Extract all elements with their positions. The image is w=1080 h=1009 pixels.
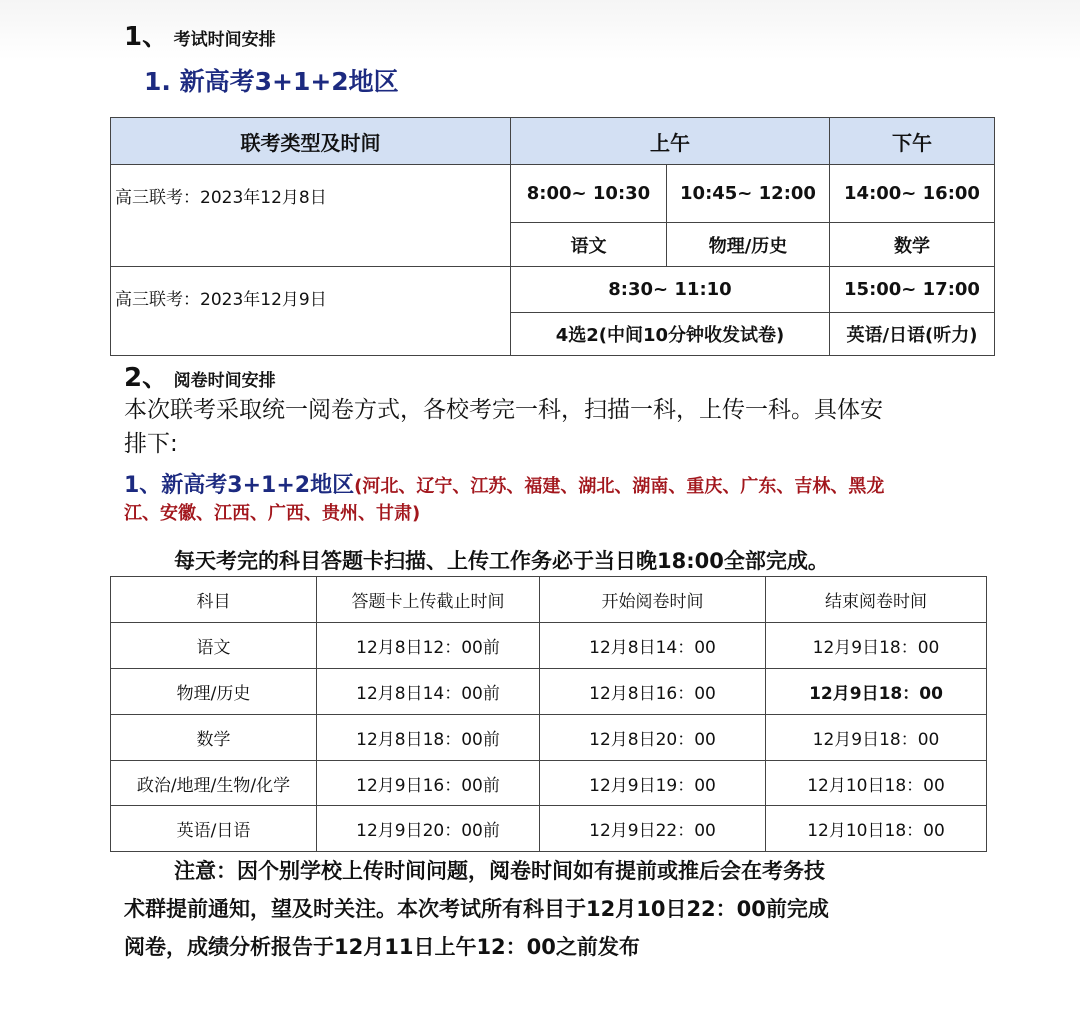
header-afternoon: 下午 bbox=[830, 118, 995, 165]
time-cell: 8:00~ 10:30 bbox=[511, 165, 667, 223]
grading-start-cell: 12月8日20：00 bbox=[540, 715, 766, 761]
region-subheading: 1. 新高考3+1+2地区 bbox=[144, 67, 399, 96]
region-line bbox=[124, 471, 1024, 502]
subject-cell: 数学 bbox=[111, 715, 317, 761]
grading-start-cell: 12月9日22：00 bbox=[540, 806, 766, 852]
header-morning: 上午 bbox=[511, 118, 830, 165]
section-1-number: 1、 bbox=[124, 22, 169, 52]
table-row bbox=[111, 623, 987, 669]
grading-end-cell: 12月9日18：00 bbox=[766, 669, 987, 715]
grading-end-cell: 12月10日18：00 bbox=[766, 806, 987, 852]
header-exam-type: 联考类型及时间 bbox=[111, 118, 511, 165]
col-header-upload-deadline: 答题卡上传截止时间 bbox=[317, 577, 540, 623]
grading-start-cell: 12月8日16：00 bbox=[540, 669, 766, 715]
exam-date-1: 高三联考：2023年12月8日 bbox=[111, 165, 511, 267]
subject-cell: 语文 bbox=[511, 223, 667, 267]
intro-line: 本次联考采取统一阅卷方式，各校考完一科，扫描一科，上传一科。具体安 bbox=[124, 397, 883, 423]
subject-cell: 英语/日语 bbox=[111, 806, 317, 852]
notice-line: 术群提前通知，望及时关注。本次考试所有科目于12月10日22：00前完成 bbox=[124, 897, 829, 921]
section-1-title: 考试时间安排 bbox=[173, 30, 276, 50]
grading-end-cell: 12月9日18：00 bbox=[766, 715, 987, 761]
col-header-grading-start: 开始阅卷时间 bbox=[540, 577, 766, 623]
time-cell: 14:00~ 16:00 bbox=[830, 165, 995, 223]
exam-schedule-table bbox=[110, 117, 995, 356]
upload-deadline-cell: 12月8日18：00前 bbox=[317, 715, 540, 761]
subject-cell: 英语/日语(听力) bbox=[830, 313, 995, 356]
notice-line: 阅卷，成绩分析报告于12月11日上午12：00之前发布 bbox=[124, 935, 640, 959]
section-2-number: 2、 bbox=[124, 363, 169, 393]
region-title: 1、新高考3+1+2地区 bbox=[124, 473, 355, 498]
subject-cell: 语文 bbox=[111, 623, 317, 669]
upload-deadline-cell: 12月9日20：00前 bbox=[317, 806, 540, 852]
upload-deadline-cell: 12月8日12：00前 bbox=[317, 623, 540, 669]
subject-cell: 政治/地理/生物/化学 bbox=[111, 761, 317, 806]
table-row bbox=[111, 669, 987, 715]
province-list: (河北、辽宁、江苏、福建、湖北、湖南、重庆、广东、吉林、黑龙 bbox=[354, 476, 885, 497]
intro-paragraph bbox=[124, 393, 1024, 461]
col-header-grading-end: 结束阅卷时间 bbox=[766, 577, 987, 623]
deadline-note: 每天考完的科目答题卡扫描、上传工作务必于当日晚18:00全部完成。 bbox=[174, 549, 829, 573]
grading-end-cell: 12月9日18：00 bbox=[766, 623, 987, 669]
notice-paragraph bbox=[124, 852, 1044, 966]
grading-schedule-table bbox=[110, 576, 987, 852]
upload-deadline-cell: 12月9日16：00前 bbox=[317, 761, 540, 806]
section-2-heading bbox=[124, 357, 276, 394]
subject-cell: 物理/历史 bbox=[111, 669, 317, 715]
time-cell: 8:30~ 11:10 bbox=[511, 267, 830, 313]
table-row bbox=[111, 806, 987, 852]
table-row bbox=[111, 715, 987, 761]
section-1-heading bbox=[124, 16, 276, 53]
grading-start-cell: 12月8日14：00 bbox=[540, 623, 766, 669]
section-2-title: 阅卷时间安排 bbox=[173, 371, 276, 391]
grading-end-cell: 12月10日18：00 bbox=[766, 761, 987, 806]
intro-line: 排下: bbox=[124, 431, 178, 457]
grading-start-cell: 12月9日19：00 bbox=[540, 761, 766, 806]
province-list-cont: 江、安徽、江西、广西、贵州、甘肃) bbox=[124, 503, 421, 524]
subject-cell: 4选2(中间10分钟收发试卷) bbox=[511, 313, 830, 356]
notice-line: 注意：因个别学校上传时间问题，阅卷时间如有提前或推后会在考务技 bbox=[174, 859, 825, 883]
table-row bbox=[111, 761, 987, 806]
time-cell: 10:45~ 12:00 bbox=[667, 165, 830, 223]
subject-cell: 数学 bbox=[830, 223, 995, 267]
upload-deadline-cell: 12月8日14：00前 bbox=[317, 669, 540, 715]
col-header-subject: 科目 bbox=[111, 577, 317, 623]
subject-cell: 物理/历史 bbox=[667, 223, 830, 267]
exam-date-2: 高三联考：2023年12月9日 bbox=[111, 267, 511, 356]
time-cell: 15:00~ 17:00 bbox=[830, 267, 995, 313]
